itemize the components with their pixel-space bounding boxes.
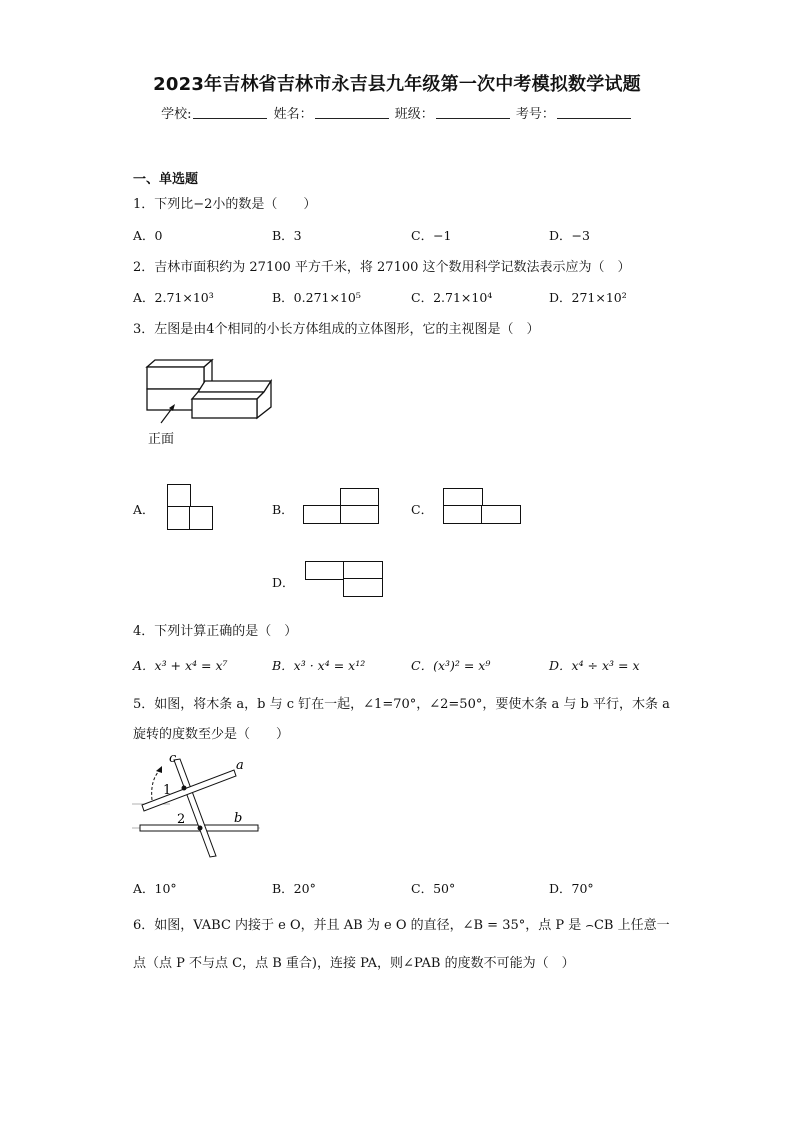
q3-option-a: A． <box>133 502 155 517</box>
class-label: 班级： <box>394 107 434 122</box>
class-blank <box>436 106 510 119</box>
question-1-stem: 1．下列比−2小的数是（ ） <box>133 197 317 212</box>
q3-option-c: C． <box>411 502 434 517</box>
question-3-stem: 3．左图是由4个相同的小长方体组成的立体图形，它的主视图是（ ） <box>133 322 540 337</box>
label-angle-1: 1 <box>163 783 172 798</box>
q5-option-c: C．50° <box>411 881 456 896</box>
label-c: c <box>169 752 177 766</box>
q5-option-b: B．20° <box>272 881 316 896</box>
front-view-label: 正面 <box>148 432 175 447</box>
q2-option-c: C．2.71×10⁴ <box>411 290 493 305</box>
page-title: 2023年吉林省吉林市永吉县九年级第一次中考模拟数学试题 <box>153 74 641 95</box>
label-a: a <box>236 758 244 773</box>
q5-option-d: D．70° <box>549 881 594 896</box>
q2-option-d: D．271×10² <box>549 290 627 305</box>
q4-option-d: D．x⁴ ÷ x³ = x <box>549 658 640 673</box>
exam-no-blank <box>557 106 631 119</box>
name-blank <box>315 106 389 119</box>
q3-option-b-figure <box>303 488 381 526</box>
q3-option-b: B． <box>272 502 294 517</box>
school-blank <box>193 106 267 119</box>
question-6-stem-line1: 6．如图，VABC 内接于 e O，并且 AB 为 e O 的直径，∠B = 35°，点 P 是 ⌢CB 上任意一 <box>133 918 670 933</box>
question-6-stem-line2: 点（点 P 不与点 C，点 B 重合)，连接 PA，则∠PAB 的度数不可能为（ ） <box>133 956 575 971</box>
question-5-stem-line2: 旋转的度数至少是（ ） <box>133 727 290 742</box>
exam-no-label: 考号： <box>515 107 555 122</box>
q4-option-a: A．x³ + x⁴ = x⁷ <box>133 658 228 673</box>
q3-option-a-figure <box>167 484 215 530</box>
question-5-stem-line1: 5．如图，将木条 a，b 与 c 钉在一起，∠1=70°，∠2=50°，要使木条 a 与 b 平行，木条 a <box>133 697 670 712</box>
q3-option-d: D． <box>272 575 295 590</box>
name-label: 姓名： <box>273 107 313 122</box>
school-label: 学校: <box>161 107 192 122</box>
q4-option-c: C．(x³)² = x⁹ <box>411 658 491 673</box>
q1-option-a: A．0 <box>133 228 163 243</box>
q2-option-b: B．0.271×10⁵ <box>272 290 361 305</box>
q4-option-b: B．x³ · x⁴ = x¹² <box>272 658 366 673</box>
question-4-stem: 4．下列计算正确的是（ ） <box>133 624 298 639</box>
q1-option-d: D．−3 <box>549 228 590 243</box>
student-info-line <box>0 103 794 122</box>
q1-option-b: B．3 <box>272 228 302 243</box>
q5-wood-strips-figure <box>130 752 270 862</box>
label-b: b <box>234 811 243 826</box>
label-angle-2: 2 <box>177 812 186 827</box>
q3-option-c-figure <box>443 488 523 526</box>
question-2-stem: 2．吉林市面积约为 27100 平方千米，将 27100 这个数用科学记数法表示应为（ ） <box>133 260 631 275</box>
q2-option-a: A．2.71×10³ <box>133 290 214 305</box>
q5-option-a: A．10° <box>133 881 177 896</box>
q1-option-c: C．−1 <box>411 228 452 243</box>
q3-option-d-figure <box>305 561 385 599</box>
section-heading: 一、单选题 <box>133 172 199 187</box>
